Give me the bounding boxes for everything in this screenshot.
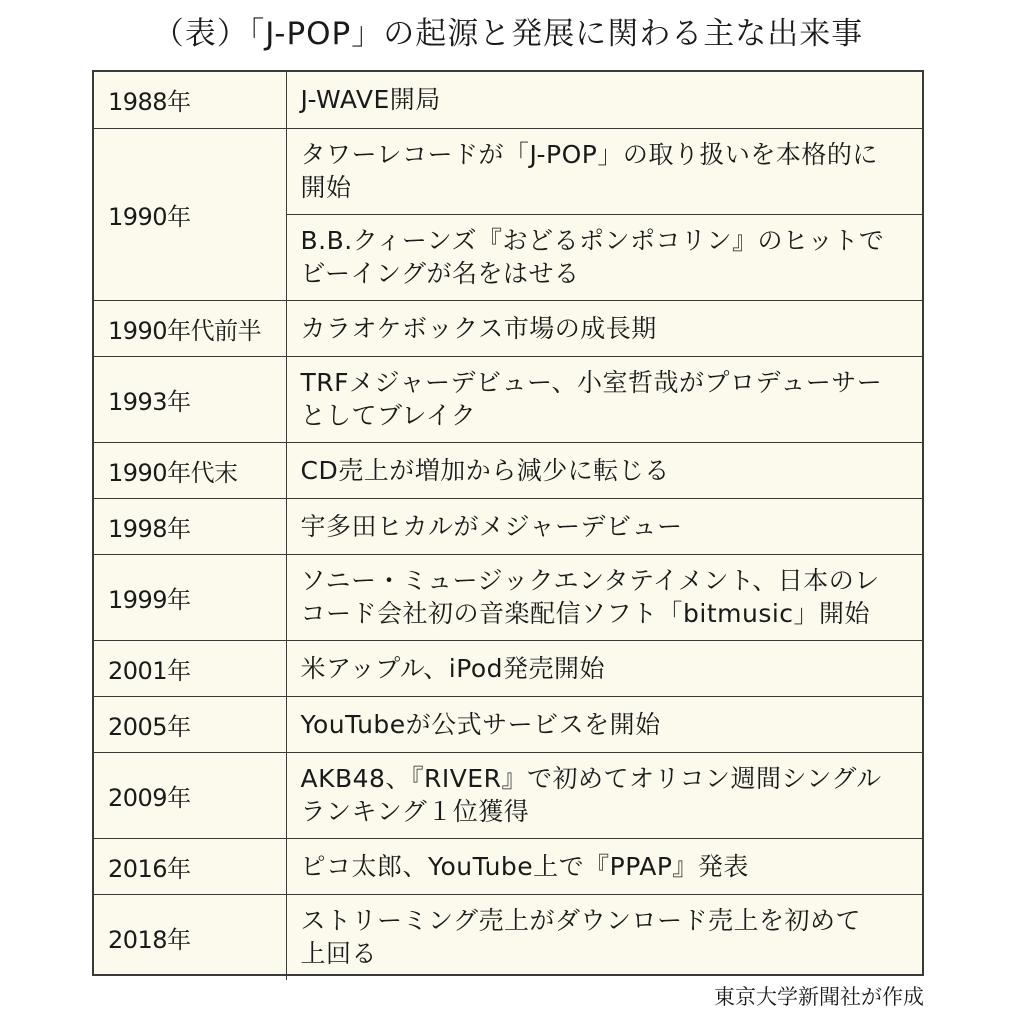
table-row <box>94 640 922 696</box>
event-cell <box>286 498 922 554</box>
year-cell: 1988年 <box>94 72 286 128</box>
page-title: （表）「J-POP」の起源と発展に関わる主な出来事 <box>152 16 864 52</box>
events-table-body <box>94 72 922 980</box>
year-cell: 1999年 <box>94 554 286 640</box>
year-cell: 1993年 <box>94 356 286 442</box>
event-text-line: ソニー・ミュージックエンタテイメント、日本のレ <box>300 566 880 595</box>
credit-note: 東京大学新聞社が作成 <box>714 985 924 1009</box>
event-cell <box>286 752 922 838</box>
event-text-line: カラオケボックス市場の成長期 <box>300 313 657 343</box>
table-row <box>94 696 922 752</box>
event-text-line: 宇多田ヒカルがメジャーデビュー <box>300 511 683 541</box>
table-row <box>94 838 922 894</box>
table-row <box>94 498 922 554</box>
event-text-line: YouTubeが公式サービスを開始 <box>300 709 661 739</box>
event-text-line: ランキング１位獲得 <box>300 797 530 826</box>
events-table <box>94 72 922 980</box>
event-text-line: ピコ太郎、YouTube上で『PPAP』発表 <box>300 851 749 881</box>
table-row <box>94 442 922 498</box>
table-row <box>94 894 922 980</box>
event-text-line: コード会社初の音楽配信ソフト「bitmusic」開始 <box>300 599 871 628</box>
table-row <box>94 300 922 356</box>
event-text-line: ストリーミング売上がダウンロード売上を初めて <box>300 906 862 936</box>
event-text-line: CD売上が増加から減少に転じる <box>300 455 670 485</box>
event-text-line: TRFメジャーデビュー、小室哲哉がプロデューサー <box>300 368 883 397</box>
event-text-line: タワーレコードが「J-POP」の取り扱いを本格的に <box>300 140 878 169</box>
event-text-line: 上回る <box>300 939 378 969</box>
year-cell: 2009年 <box>94 752 286 838</box>
event-text-line: ビーイングが名をはせる <box>300 259 580 288</box>
table-row <box>94 554 922 640</box>
event-cell <box>286 300 922 356</box>
year-cell: 1998年 <box>94 498 286 554</box>
event-text-line: B.B.クィーンズ『おどるポンポコリン』のヒットで <box>300 226 885 255</box>
event-cell <box>286 838 922 894</box>
event-cell <box>286 214 922 300</box>
event-text-line: AKB48、『RIVER』で初めてオリコン週間シングル <box>300 764 882 793</box>
table-row <box>94 752 922 838</box>
year-cell: 2001年 <box>94 640 286 696</box>
year-cell: 2016年 <box>94 838 286 894</box>
event-text-line: 米アップル、iPod発売開始 <box>300 653 606 683</box>
year-cell: 2018年 <box>94 894 286 980</box>
event-cell <box>286 640 922 696</box>
year-cell: 1990年代末 <box>94 442 286 498</box>
year-cell: 2005年 <box>94 696 286 752</box>
event-text-line: としてブレイク <box>300 401 477 430</box>
events-table-container <box>92 70 924 976</box>
event-cell <box>286 356 922 442</box>
event-cell <box>286 72 922 128</box>
event-cell <box>286 128 922 214</box>
event-cell <box>286 894 922 980</box>
event-cell <box>286 554 922 640</box>
event-text-line: J-WAVE開局 <box>300 85 441 115</box>
table-row <box>94 128 922 214</box>
year-cell: 1990年 <box>94 128 286 300</box>
event-cell <box>286 696 922 752</box>
year-cell: 1990年代前半 <box>94 300 286 356</box>
table-row <box>94 356 922 442</box>
event-text-line: 開始 <box>300 173 352 202</box>
table-row <box>94 72 922 128</box>
event-cell <box>286 442 922 498</box>
